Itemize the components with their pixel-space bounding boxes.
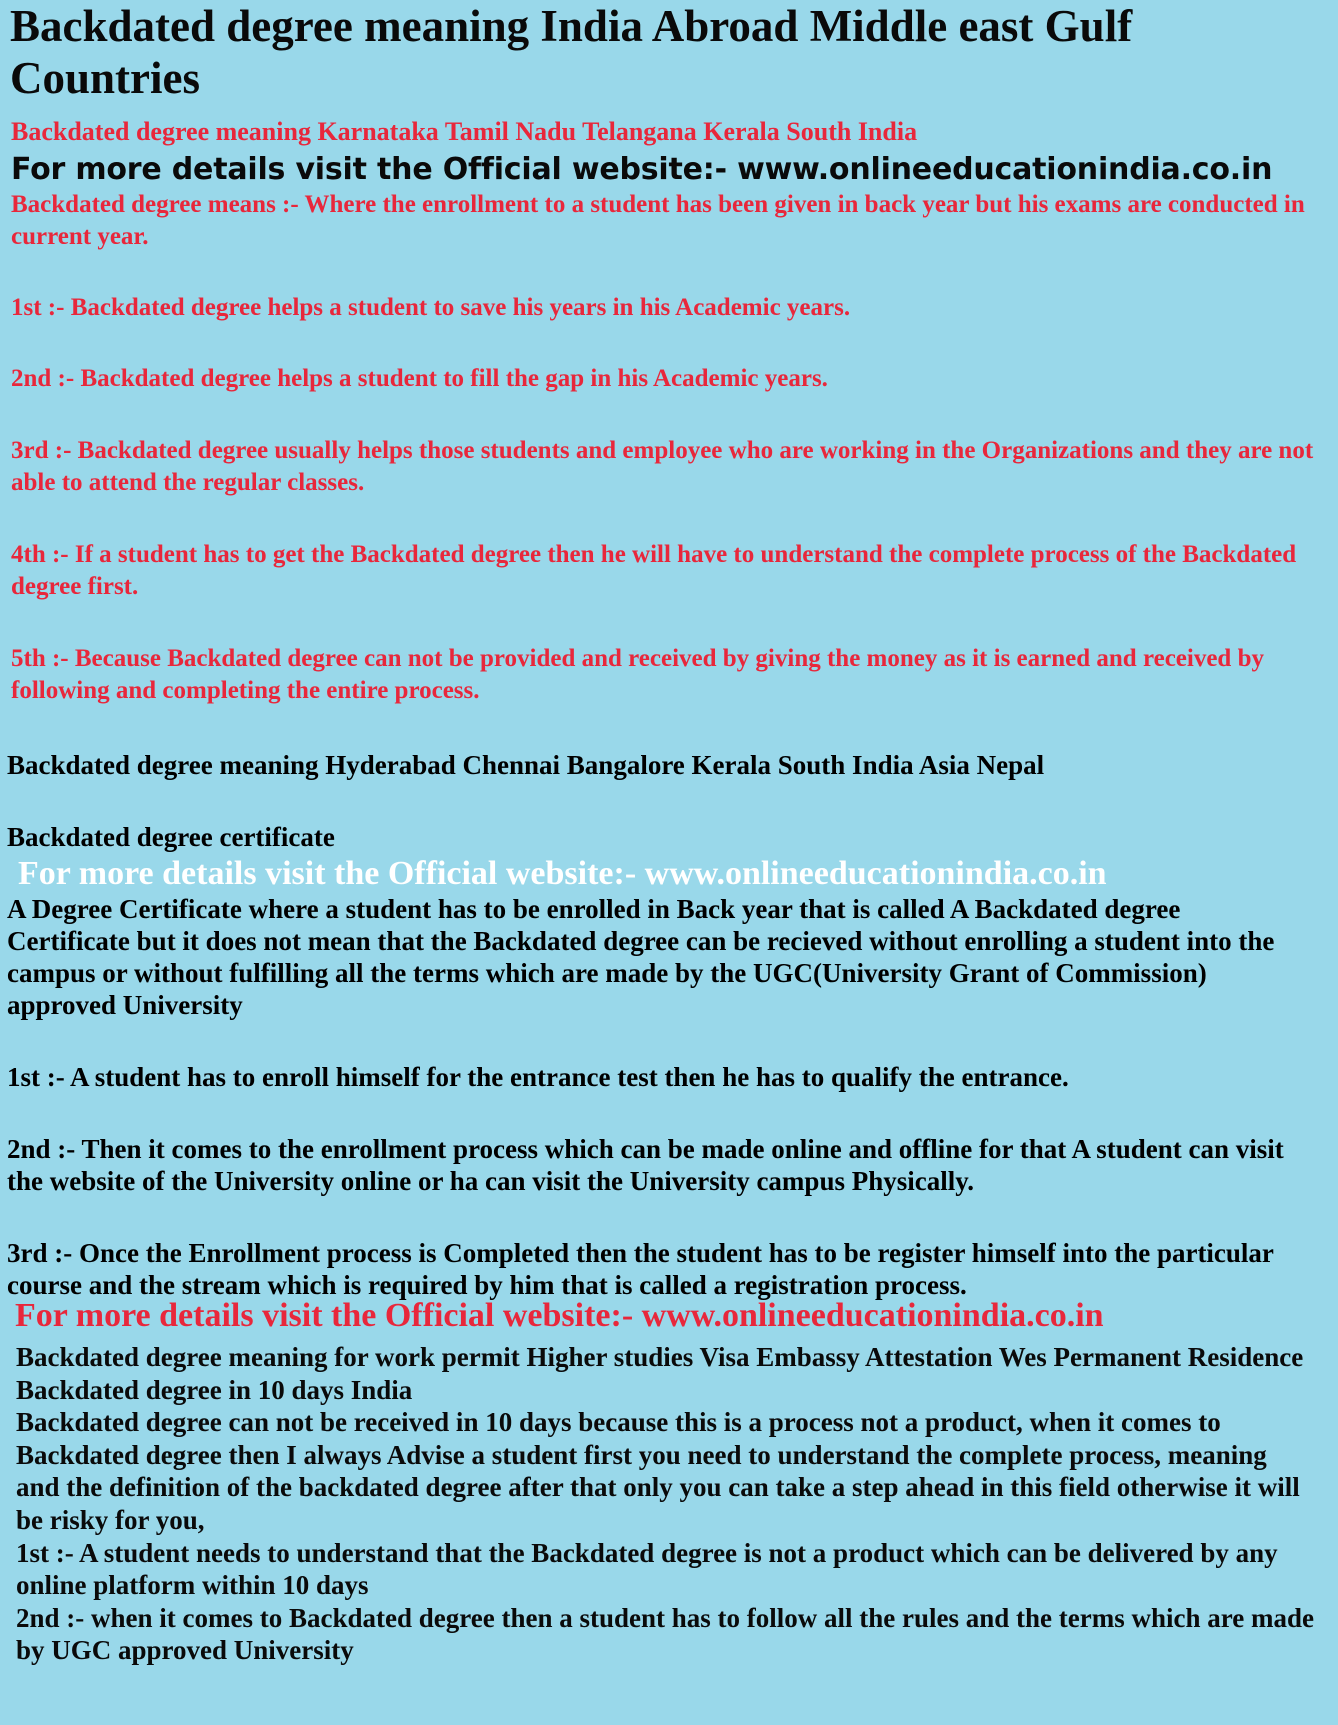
meaning-definition: Backdated degree means :- Where the enrollment to a student has been given in back year but his exams are conducted in current year. <box>11 191 1305 250</box>
red-point-5: 5th :- Because Backdated degree can not be provided and received by giving the money as it is earned and received by following and completing the entire process. <box>11 645 1264 704</box>
certificate-heading: Backdated degree certificate <box>7 822 335 852</box>
red-point-1: 1st :- Backdated degree helps a student to save his years in his Academic years. <box>11 294 851 321</box>
official-website-line-2: For more details visit the Official website:- www.onlineeducationindia.co.in <box>18 855 1107 892</box>
page-title: Backdated degree meaning India Abroad Middle east Gulf Countries <box>10 1 1133 103</box>
subtitle-red: Backdated degree meaning Karnataka Tamil Nadu Telangana Kerala South India <box>11 117 918 146</box>
final-heading: Backdated degree meaning for work permit Higher studies Visa Embassy Attestation Wes Permanent Residence <box>16 1342 1304 1372</box>
certificate-point-3: 3rd :- Once the Enrollment process is Completed then the student has to be register himself into the particular course and the stream which is required by him that is called a registration process. <box>7 1238 1274 1300</box>
official-website-line-3: For more details visit the Official website:- www.onlineeducationindia.co.in <box>15 1297 1104 1334</box>
final-point-2: 2nd :- when it comes to Backdated degree then a student has to follow all the rules and the terms which are made by UGC approved University <box>16 1602 1314 1666</box>
official-website-line-1: For more details visit the Official website:- www.onlineeducationindia.co.in <box>11 152 1273 187</box>
final-section <box>16 1341 1316 1667</box>
red-point-4: 4th :- If a student has to get the Backdated degree then he will have to understand the complete process of the Backdated degree first. <box>11 541 1297 600</box>
final-sub-heading: Backdated degree in 10 days India <box>16 1374 413 1405</box>
red-point-3: 3rd :- Backdated degree usually helps those students and employee who are working in the Organizations and they are not able to attend the regular classes. <box>11 437 1314 496</box>
final-point-1: 1st :- A student needs to understand that the Backdated degree is not a product which can be delivered by any online platform within 10 days <box>16 1537 1278 1601</box>
red-point-2: 2nd :- Backdated degree helps a student to fill the gap in his Academic years. <box>11 365 828 392</box>
subheading-black: Backdated degree meaning Hyderabad Chennai Bangalore Kerala South India Asia Nepal <box>7 750 1045 780</box>
certificate-point-2: 2nd :- Then it comes to the enrollment process which can be made online and offline for that A student can visit the website of the University online or ha can visit the University campus Physically. <box>7 1134 1284 1196</box>
certificate-point-1: 1st :- A student has to enroll himself for the entrance test then he has to qualify the entrance. <box>7 1062 1069 1092</box>
certificate-definition: A Degree Certificate where a student has to be enrolled in Back year that is called A Backdated degree Certificate but it does not mean that the Backdated degree can be recieved without enrolling a student into the campus or without fulfilling all the terms which are made by the UGC(University Grant of Commission) approved University <box>7 894 1275 1020</box>
final-paragraph: Backdated degree can not be received in 10 days because this is a process not a product, when it comes to Backdated degree then I always Advise a student first you need to understand the complete process, meaning and the definition of the backdated degree after that only you can take a step ahead in this field otherwise it will be risky for you, <box>16 1407 1300 1535</box>
